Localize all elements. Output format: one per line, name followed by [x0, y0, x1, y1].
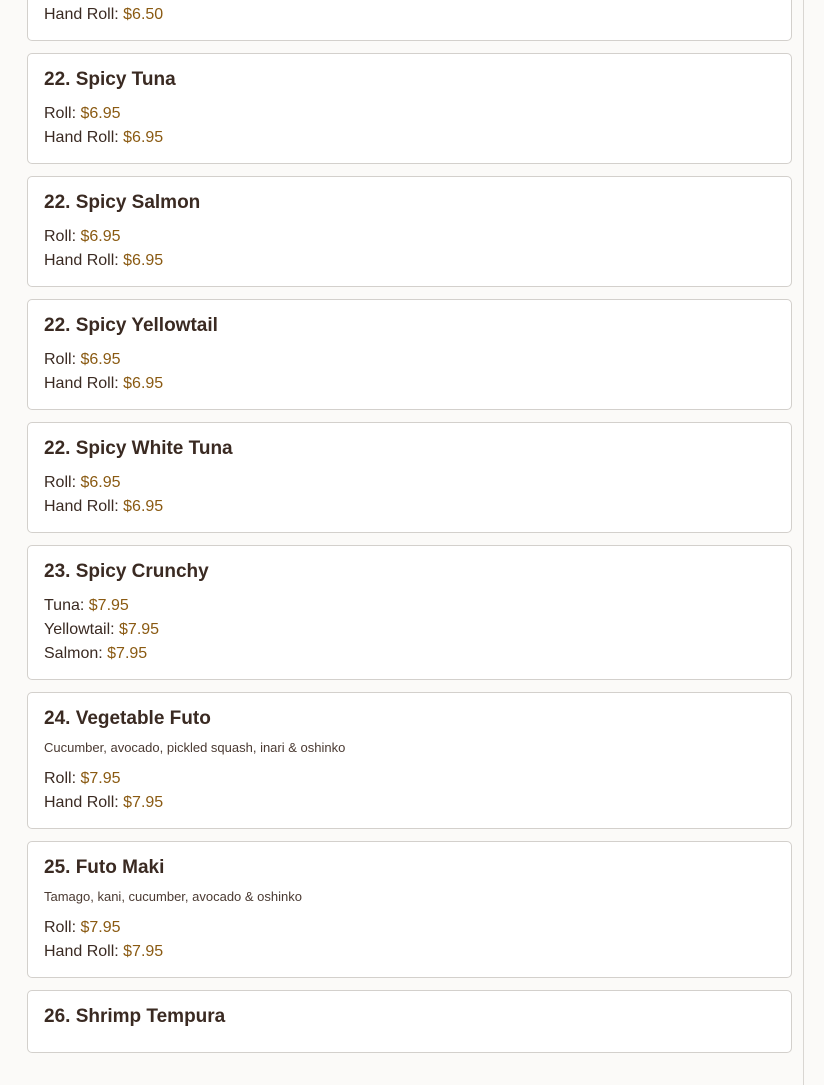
price-value: $7.95: [119, 621, 160, 638]
price-value: $6.95: [123, 129, 164, 146]
menu-item-name: 22. Spicy Yellowtail: [44, 315, 218, 336]
price-value: $7.95: [80, 770, 121, 787]
menu-item-card[interactable]: [27, 0, 792, 41]
price-label: Tuna:: [44, 597, 85, 614]
price-label: Roll:: [44, 228, 77, 245]
price-row: [44, 767, 775, 791]
menu-item-name: 26. Shrimp Tempura: [44, 1006, 226, 1027]
price-value: $6.95: [80, 228, 121, 245]
price-row: [44, 916, 775, 940]
price-label: Hand Roll:: [44, 375, 119, 392]
price-label: Hand Roll:: [44, 129, 119, 146]
price-row: [44, 348, 775, 372]
price-value: $6.95: [123, 498, 164, 515]
price-label: Roll:: [44, 919, 77, 936]
price-row: [44, 594, 775, 618]
price-value: $7.95: [80, 919, 121, 936]
price-row: [44, 372, 775, 396]
price-value: $6.95: [80, 474, 121, 491]
menu-item-card[interactable]: [27, 176, 792, 287]
price-label: Yellowtail:: [44, 621, 115, 638]
price-row: [44, 642, 775, 666]
panel-divider: [803, 0, 804, 1085]
price-row: [44, 249, 775, 273]
price-label: Hand Roll:: [44, 252, 119, 269]
price-label: Hand Roll:: [44, 943, 119, 960]
price-label: Hand Roll:: [44, 6, 119, 23]
menu-item-card[interactable]: [27, 841, 792, 978]
price-label: Roll:: [44, 474, 77, 491]
price-row: [44, 102, 775, 126]
menu-item-description: Tamago, kani, cucumber, avocado & oshinko: [44, 889, 302, 904]
price-value: $6.95: [80, 351, 121, 368]
menu-item-card[interactable]: [27, 422, 792, 533]
menu-item-card[interactable]: [27, 299, 792, 410]
price-row: [44, 3, 775, 27]
price-label: Hand Roll:: [44, 498, 119, 515]
price-row: [44, 126, 775, 150]
price-label: Salmon:: [44, 645, 103, 662]
menu-item-card[interactable]: [27, 53, 792, 164]
price-row: [44, 618, 775, 642]
price-label: Roll:: [44, 351, 77, 368]
menu-item-name: 23. Spicy Crunchy: [44, 561, 209, 582]
price-row: [44, 495, 775, 519]
price-row: [44, 471, 775, 495]
price-row: [44, 791, 775, 815]
menu-item-card[interactable]: [27, 990, 792, 1053]
price-label: Roll:: [44, 770, 77, 787]
price-value: $7.95: [123, 943, 164, 960]
price-value: $7.95: [107, 645, 148, 662]
price-value: $7.95: [88, 597, 129, 614]
price-row: [44, 225, 775, 249]
price-label: Hand Roll:: [44, 794, 119, 811]
menu-item-description: Cucumber, avocado, pickled squash, inari & oshinko: [44, 740, 346, 755]
menu-item-list: [27, 0, 792, 1065]
price-row: [44, 940, 775, 964]
price-value: $6.95: [80, 105, 121, 122]
price-value: $6.50: [123, 6, 164, 23]
menu-item-name: 25. Futo Maki: [44, 857, 165, 878]
price-value: $6.95: [123, 375, 164, 392]
menu-item-name: 24. Vegetable Futo: [44, 708, 211, 729]
menu-item-card[interactable]: [27, 692, 792, 829]
price-label: Roll:: [44, 105, 77, 122]
price-value: $7.95: [123, 794, 164, 811]
menu-item-name: 22. Spicy Salmon: [44, 192, 201, 213]
menu-item-card[interactable]: [27, 545, 792, 680]
menu-item-name: 22. Spicy White Tuna: [44, 438, 233, 459]
menu-item-name: 22. Spicy Tuna: [44, 69, 176, 90]
price-value: $6.95: [123, 252, 164, 269]
